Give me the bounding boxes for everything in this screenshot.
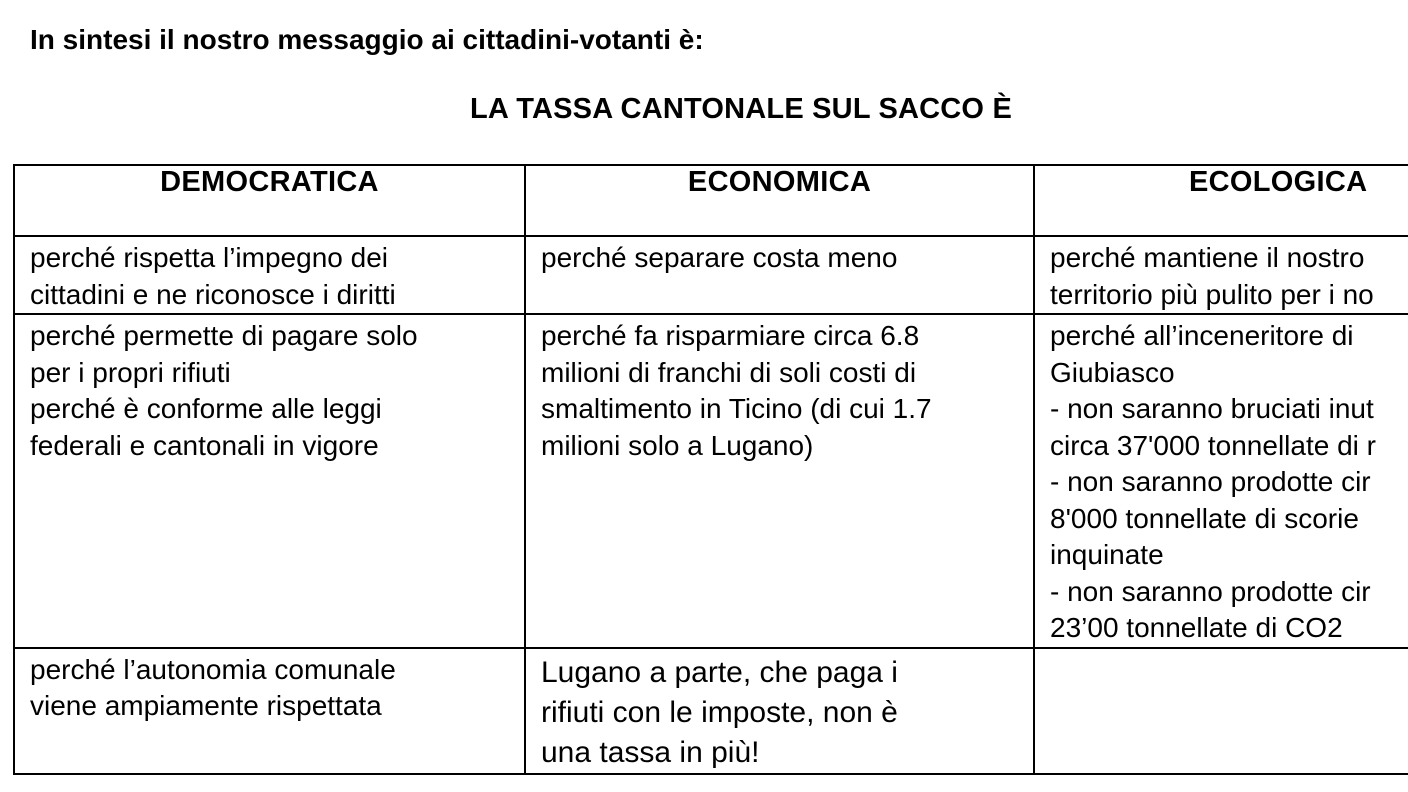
- cell-line: milioni di franchi di soli costi di: [541, 356, 917, 388]
- table-cell: [525, 648, 1034, 774]
- cell-line: inquinate: [1050, 539, 1164, 570]
- table-row: [14, 236, 1408, 314]
- cell-line: - non saranno bruciati inut: [1050, 393, 1374, 424]
- cell-line: per i propri rifiuti: [30, 356, 231, 388]
- cell-line: perché fa risparmiare circa 6.8: [541, 320, 920, 351]
- cell-line: cittadini e ne riconosce i diritti: [30, 278, 396, 310]
- cell-line: una tassa in più!: [541, 735, 760, 769]
- table-row: [14, 648, 1408, 774]
- table-cell-empty: [1034, 648, 1408, 774]
- table-header-row: [14, 165, 1408, 236]
- table-cell: [1034, 236, 1408, 314]
- cell-line: viene ampiamente rispettata: [30, 690, 382, 721]
- cell-line: - non saranno prodotte cir: [1050, 575, 1371, 607]
- arguments-table: [13, 164, 1408, 775]
- intro-text: In sintesi il nostro messaggio ai cittadini-votanti è:: [30, 24, 704, 55]
- header-democratica: DEMOCRATICA: [14, 165, 525, 236]
- cell-line: Giubiasco: [1050, 356, 1175, 388]
- header-ecologica: ECOLOGICA: [1034, 165, 1408, 236]
- cell-line: perché rispetta l’impegno dei: [30, 242, 388, 273]
- headline: LA TASSA CANTONALE SUL SACCO È: [470, 93, 1012, 125]
- cell-line: perché all’inceneritore di: [1050, 320, 1354, 351]
- cell-line: perché mantiene il nostro: [1050, 242, 1365, 273]
- table-row: [14, 314, 1408, 648]
- cell-line: 8'000 tonnellate di scorie: [1050, 502, 1359, 534]
- table-cell: [14, 648, 525, 774]
- cell-line: circa 37'000 tonnellate di r: [1050, 429, 1376, 461]
- table-cell: [525, 236, 1034, 314]
- cell-line: perché permette di pagare solo: [30, 320, 418, 351]
- table-cell: [14, 314, 525, 648]
- header-economica: ECONOMICA: [525, 165, 1034, 236]
- table-cell: [14, 236, 525, 314]
- cell-line: perché l’autonomia comunale: [30, 653, 396, 685]
- cell-line: perché è conforme alle leggi: [30, 393, 382, 424]
- cell-line: territorio più pulito per i no: [1050, 278, 1374, 310]
- cell-line: - non saranno prodotte cir: [1050, 466, 1371, 497]
- cell-line: milioni solo a Lugano): [541, 429, 814, 461]
- table-cell: [525, 314, 1034, 648]
- cell-line: rifiuti con le imposte, non è: [541, 695, 898, 729]
- table-cell: [1034, 314, 1408, 648]
- cell-line: 23’00 tonnellate di CO2: [1050, 612, 1343, 643]
- cell-line: federali e cantonali in vigore: [30, 429, 379, 461]
- cell-line: Lugano a parte, che paga i: [541, 655, 898, 689]
- cell-line: perché separare costa meno: [541, 242, 898, 273]
- cell-line: smaltimento in Ticino (di cui 1.7: [541, 393, 932, 424]
